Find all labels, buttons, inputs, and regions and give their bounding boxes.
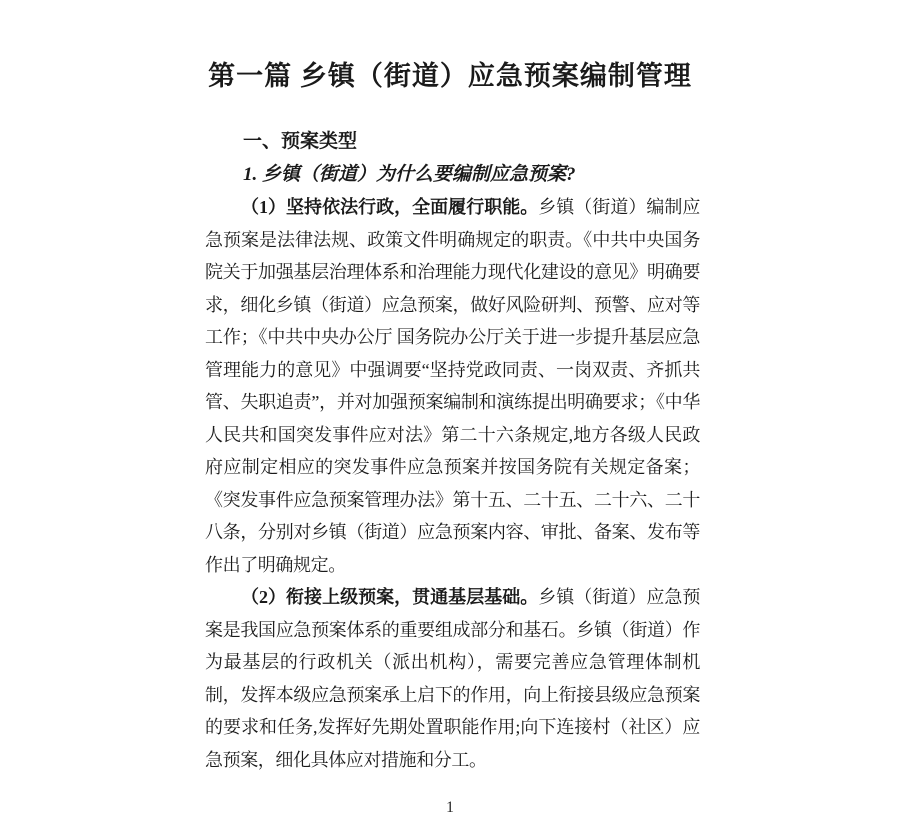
document-body [205, 126, 700, 776]
document-title: 第一篇 乡镇（街道）应急预案编制管理 [208, 61, 692, 91]
page-number: 1 [446, 799, 454, 816]
paragraph-1-text: 乡镇（街道）编制应急预案是法律法规、政策文件明确规定的职责。《中共中央国务院关于加强基层治理体系和治理能力现代化建设的意见》明确要求，细化乡镇（街道）应急预案，做好风险研判、预警、应对等工作；《中共中央办公厅 国务院办公厅关于进一步提升基层应急管理能力的意见》中强调要“坚持党政同责、一岗双责、齐抓共管、失职追责”，并对加强预案编制和演练提出明确要求；《中华人民共和国突发事件应对法》第二十六条规定,地方各级人民政府应制定相应的突发事件应急预案并按国务院有关规定备案；《突发事件应急预案管理办法》第十五、二十五、二十六、二十八条，分别对乡镇（街道）应急预案内容、审批、备案、发布等作出了明确规定。 [205, 197, 700, 575]
paragraph-2-lead: （2）衔接上级预案，贯通基层基础。 [241, 587, 539, 607]
paragraph-2-text: 乡镇（街道）应急预案是我国应急预案体系的重要组成部分和基石。乡镇（街道）作为最基层的行政机关（派出机构），需要完善应急管理体制机制，发挥本级应急预案承上启下的作用，向上衔接县级应急预案的要求和任务,发挥好先期处置职能作用;向下连接村（社区）应急预案，细化具体应对措施和分工。 [205, 587, 700, 770]
paragraph-1-lead: （1）坚持依法行政，全面履行职能。 [241, 197, 539, 217]
section-heading: 一、预案类型 [243, 131, 358, 152]
paragraph-2 [205, 581, 700, 776]
question-heading: 1. 乡镇（街道）为什么要编制应急预案? [243, 163, 576, 185]
paragraph-1 [205, 191, 700, 581]
